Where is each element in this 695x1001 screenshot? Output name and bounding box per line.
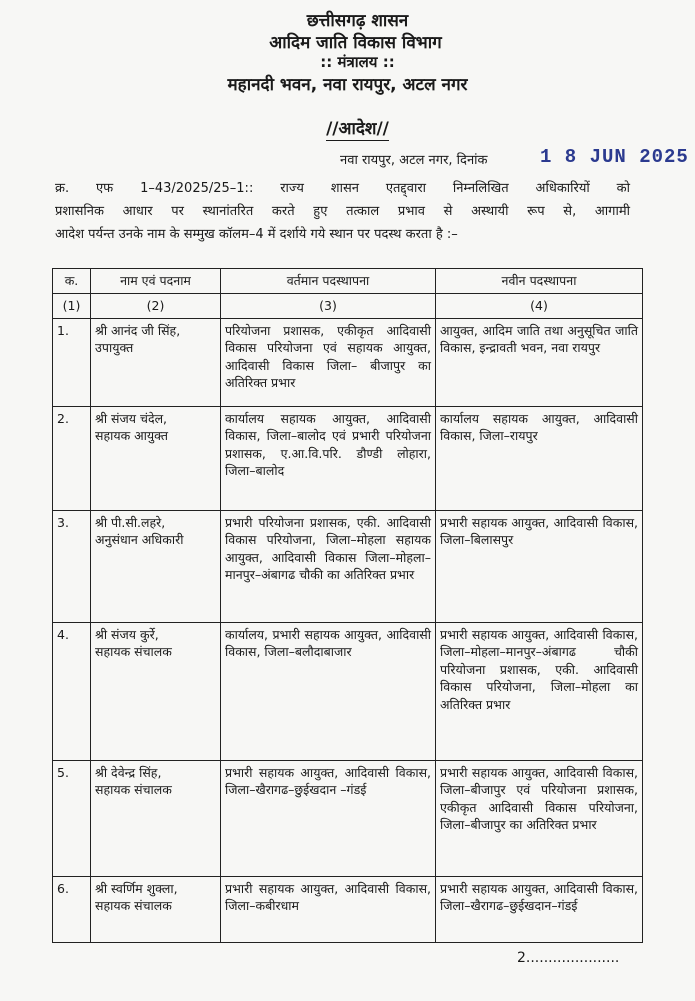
row-designation: सहायक संचालक [95,898,172,913]
page-continuation: 2..................... [517,950,620,966]
colnum-2: (2) [91,294,221,319]
row-designation: सहायक आयुक्त [95,428,168,443]
row-current: कार्यालय सहायक आयुक्त, आदिवासी विकास, जिला–बालोद एवं प्रभारी परियोजना प्रशासक, ए.आ.वि.परि. डौण्डी लोहारा, जिला–बालोद [221,406,436,510]
row-designation: उपायुक्त [95,340,134,355]
row-name-cell [91,406,221,510]
row-designation: सहायक संचालक [95,644,172,659]
colnum-3: (3) [221,294,436,319]
header-department: आदिम जाति विकास विभाग [269,33,442,53]
row-name-cell [91,510,221,622]
row-sno: 3. [53,510,91,622]
row-new: प्रभारी सहायक आयुक्त, आदिवासी विकास, जिला–बीजापुर एवं परियोजना प्रशासक, एकीकृत आदिवासी विकास परियोजना, जिला–बीजापुर का अतिरिक्त प्रभार [436,760,643,876]
date-stamp: 1 8 JUN 2025 [540,146,689,168]
row-name: श्री आनंद जी सिंह, [95,322,181,338]
row-name: श्री स्वर्णिम शुक्ला, [95,880,178,896]
row-new: आयुक्त, आदिम जाति तथा अनुसूचित जाति विकास, इन्द्रावती भवन, नवा रायपुर [436,318,643,406]
row-sno: 1. [53,318,91,406]
row-name-cell [91,622,221,760]
row-name-cell [91,876,221,942]
row-current: प्रभारी सहायक आयुक्त, आदिवासी विकास, जिला–कबीरधाम [221,876,436,942]
row-current: कार्यालय, प्रभारी सहायक आयुक्त, आदिवासी विकास, जिला–बलौदाबाजार [221,622,436,760]
row-new: प्रभारी सहायक आयुक्त, आदिवासी विकास, जिला–खैरागढ–छुईखदान–गंडई [436,876,643,942]
order-title [10,116,695,139]
order-title-text: //आदेश// [326,119,389,139]
table-header-row [53,269,643,294]
table-row [53,760,643,876]
row-current: प्रभारी सहायक आयुक्त, आदिवासी विकास, जिला–खैरागढ–छुईखदान –गंडई [221,760,436,876]
row-new: प्रभारी सहायक आयुक्त, आदिवासी विकास, जिला–मोहला–मानपुर–अंबागढ चौकी परियोजना प्रशासक, एकी. आदिवासी विकास परियोजना, जिला–मोहला का अतिरिक्त प्रभार [436,622,643,760]
table-row [53,510,643,622]
row-sno: 5. [53,760,91,876]
header-sno: क. [53,269,91,294]
row-name-cell [91,760,221,876]
body-line-1: क्र. एफ 1–43/2025/25–1:: राज्य शासन एतद्द्वारा निम्नलिखित अधिकारियों को [55,181,630,196]
row-new: कार्यालय सहायक आयुक्त, आदिवासी विकास, जिला–रायपुर [436,406,643,510]
table-row [53,622,643,760]
row-name: श्री संजय चंदेल, [95,410,168,426]
row-sno: 4. [53,622,91,760]
transfer-table [52,268,643,943]
row-name: श्री पी.सी.लहरे, [95,514,166,530]
table-row [53,876,643,942]
body-line-2: प्रशासनिक आधार पर स्थानांतरित करते हुए तत्काल प्रभाव से अस्थायी रूप से, आगामी [55,204,630,219]
table-row [53,318,643,406]
header-current-posting: वर्तमान पदस्थापना [221,269,436,294]
row-sno: 6. [53,876,91,942]
table-colnum-row [53,294,643,319]
date-line: नवा रायपुर, अटल नगर, दिनांक [340,153,488,168]
table-row [53,406,643,510]
header-name: नाम एवं पदनाम [91,269,221,294]
row-name-cell [91,318,221,406]
row-sno: 2. [53,406,91,510]
row-current: परियोजना प्रशासक, एकीकृत आदिवासी विकास परियोजना एवं सहायक आयुक्त, आदिवासी विकास जिला– बीजापुर का अतिरिक्त प्रभार [221,318,436,406]
header-govt: छत्तीसगढ़ शासन [306,11,409,31]
row-name: श्री देवेन्द्र सिंह, [95,764,162,780]
row-current: प्रभारी परियोजना प्रशासक, एकी. आदिवासी विकास परियोजना, जिला–मोहला सहायक आयुक्त, आदिवासी विकास जिला–मोहला–मानपुर–अंबागढ चौकी का अतिरिक्त प्रभार [221,510,436,622]
row-designation: सहायक संचालक [95,782,172,797]
header-new-posting: नवीन पदस्थापना [436,269,643,294]
header-address: महानदी भवन, नवा रायपुर, अटल नगर [227,75,468,95]
header-ministry: :: मंत्रालय :: [320,53,395,71]
colnum-1: (1) [53,294,91,319]
body-line-3: आदेश पर्यन्त उनके नाम के सम्मुख कॉलम–4 में दर्शाये गये स्थान पर पदस्थ करता है :– [55,227,458,242]
row-name: श्री संजय कुर्रे, [95,626,159,642]
row-new: प्रभारी सहायक आयुक्त, आदिवासी विकास, जिला–बिलासपुर [436,510,643,622]
colnum-4: (4) [436,294,643,319]
row-designation: अनुसंधान अधिकारी [95,532,184,547]
